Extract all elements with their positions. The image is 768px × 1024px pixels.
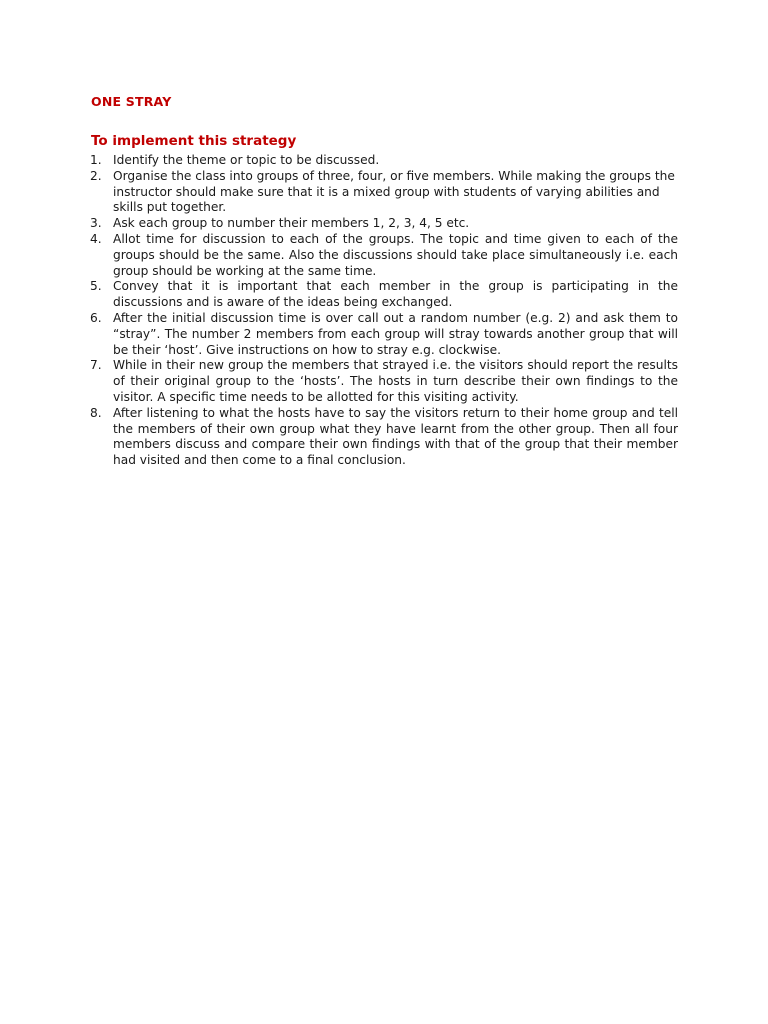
list-item <box>90 232 678 279</box>
list-item <box>90 153 678 169</box>
step-text: Identify the theme or topic to be discussed. <box>113 153 380 167</box>
step-text: Allot time for discussion to each of the groups. The topic and time given to each of the groups should be the same. Also the discussions should take place simultaneously i.e. each group should be working at the same time. <box>113 231 678 278</box>
steps-list <box>90 153 678 469</box>
list-item <box>90 216 678 232</box>
list-item <box>90 406 678 469</box>
list-item <box>90 358 678 405</box>
step-number: 8. <box>90 405 102 420</box>
list-item <box>90 311 678 358</box>
section-heading: To implement this strategy <box>91 133 297 149</box>
step-number: 7. <box>90 358 102 373</box>
step-number: 4. <box>90 231 102 246</box>
step-text: After listening to what the hosts have to say the visitors return to their home group and tell the members of their own group what they have learnt from the other group. Then all four members discuss and compare their own findings with that of the group that their member had visited and then come to a final conclusion. <box>113 405 678 468</box>
step-number: 5. <box>90 279 102 294</box>
step-number: 3. <box>90 216 102 231</box>
step-text: After the initial discussion time is over call out a random number (e.g. 2) and ask them to “stray”. The number 2 members from each group will stray towards another group that will be their ‘host’. Give instructions on how to stray e.g. clockwise. <box>113 310 678 357</box>
step-number: 6. <box>90 310 102 325</box>
step-text: While in their new group the members that strayed i.e. the visitors should report the results of their original group to the ‘hosts’. The hosts in turn describe their own findings to the visitor. A specific time needs to be allotted for this visiting activity. <box>113 358 678 404</box>
step-text: Ask each group to number their members 1, 2, 3, 4, 5 etc. <box>113 216 470 231</box>
list-item <box>90 279 678 311</box>
step-text: Convey that it is important that each member in the group is participating in the discussions and is aware of the ideas being exchanged. <box>113 279 678 310</box>
step-text: Organise the class into groups of three, four, or five members. While making the groups the instructor should make sure that it is a mixed group with students of varying abilities and skills put together. <box>113 168 675 215</box>
list-item <box>90 169 678 216</box>
step-number: 2. <box>90 168 102 183</box>
document-title: ONE STRAY <box>91 94 172 109</box>
step-number: 1. <box>90 153 102 167</box>
